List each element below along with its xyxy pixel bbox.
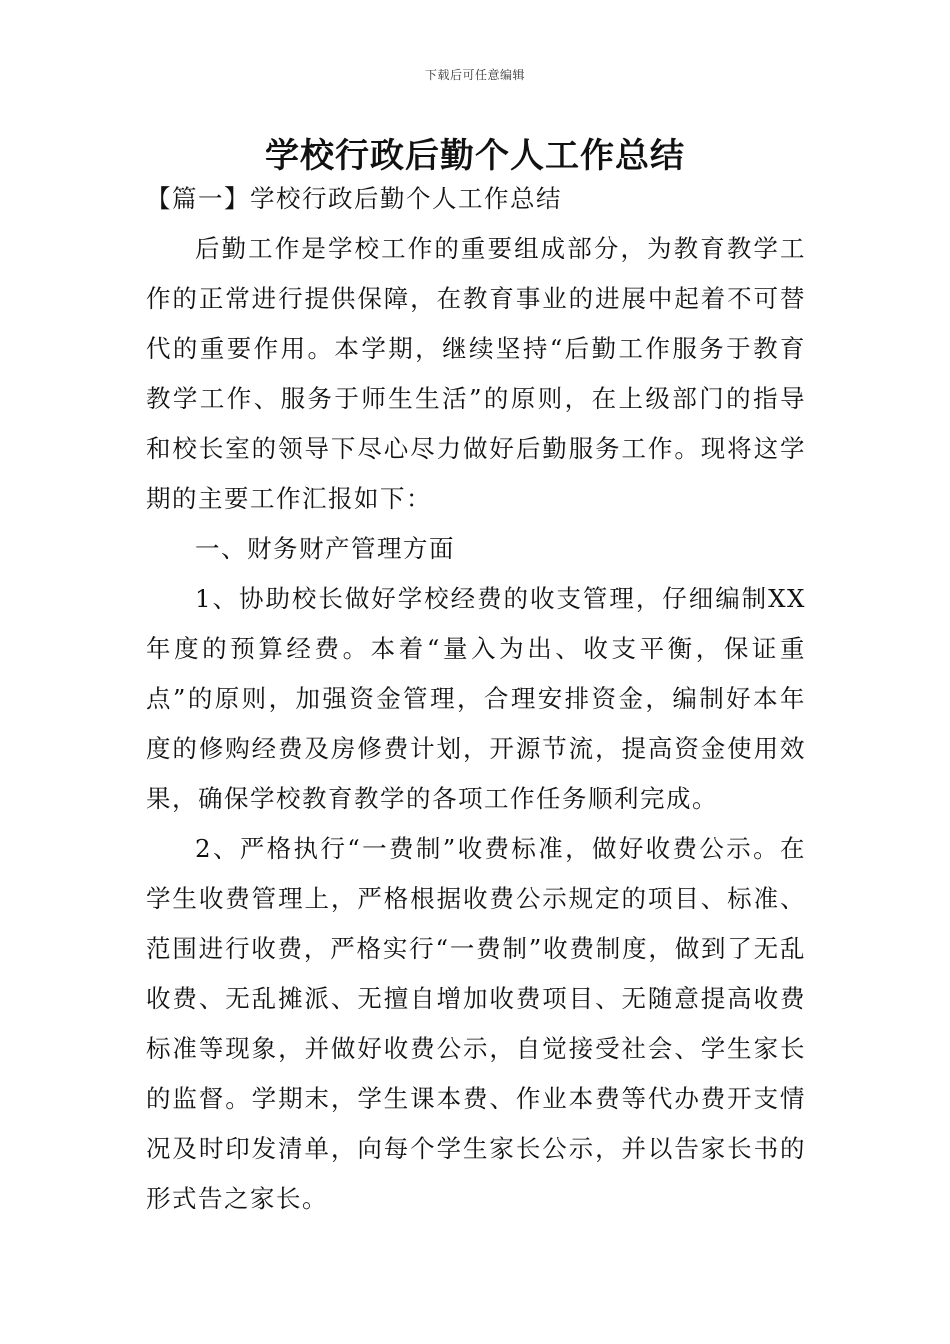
subheading-finance: 一、财务财产管理方面 (195, 534, 455, 563)
paragraph-item-2: 2、严格执行“一费制”收费标准，做好收费公示。在学生收费管理上，严格根据收费公示规定的项目、标准、范围进行收费，严格实行“一费制”收费制度，做到了无乱收费、无乱摊派、无擅自增加收费项目、无随意提高收费标准等现象，并做好收费公示，自觉接受社会、学生家长的监督。学期末，学生课本费、作业本费等代办费开支情况及时印发清单，向每个学生家长公示，并以告家长书的形式告之家长。 (146, 834, 806, 1213)
document-title: 学校行政后勤个人工作总结 (265, 136, 685, 176)
section-heading: 【篇一】学校行政后勤个人工作总结 (146, 184, 562, 213)
paragraph-intro: 后勤工作是学校工作的重要组成部分，为教育教学工作的正常进行提供保障，在教育事业的进展中起着不可替代的重要作用。本学期，继续坚持“后勤工作服务于教育教学工作、服务于师生生活”的原则，在上级部门的指导和校长室的领导下尽心尽力做好后勤服务工作。现将这学期的主要工作汇报如下： (146, 234, 806, 513)
paragraph-item-1: 1、协助校长做好学校经费的收支管理，仔细编制XX年度的预算经费。本着“量入为出、收支平衡，保证重点”的原则，加强资金管理，合理安排资金，编制好本年度的修购经费及房修费计划，开源节流，提高资金使用效果，确保学校教育教学的各项工作任务顺利完成。 (146, 584, 806, 813)
header-note: 下载后可任意编辑 (424, 68, 525, 82)
document-body (146, 174, 806, 1224)
